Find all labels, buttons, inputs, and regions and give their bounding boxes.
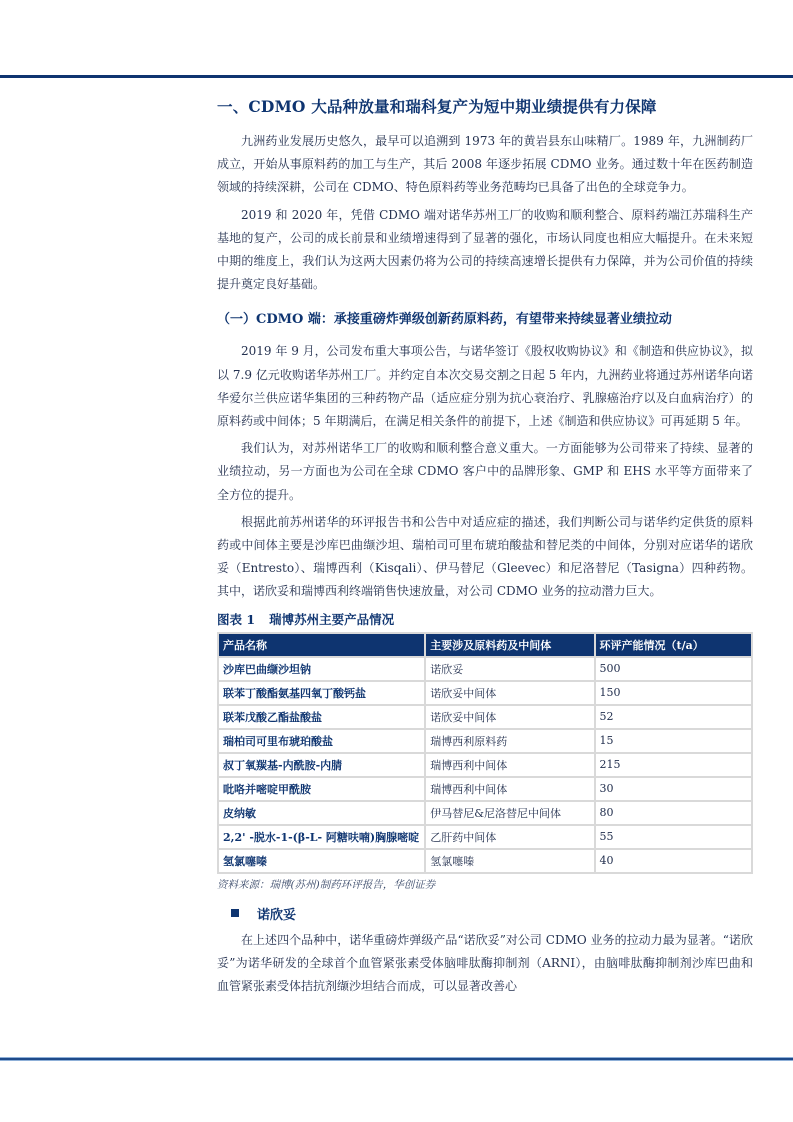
table-row [218, 657, 752, 681]
table-row [218, 801, 752, 825]
paragraph: 在上述四个品种中，诺华重磅炸弹级产品“诺欣妥”对公司 CDMO 业务的拉动力最为显著。“诺欣妥”为诺华研发的全球首个血管紧张素受体脑啡肽酶抑制剂（ARNI），由脑啡肽酶抑制剂沙库巴曲和血管紧张素受体拮抗剂缬沙坦结合而成，可以显著改善心 [217, 932, 753, 994]
capacity: 55 [595, 825, 753, 849]
related-drug: 诺欣妥中间体 [425, 681, 594, 705]
figure-title: 瑞博苏州主要产品情况 [269, 611, 395, 627]
table-row [218, 825, 752, 849]
capacity: 52 [595, 705, 753, 729]
paragraph: 我们认为，对苏州诺华工厂的收购和顺利整合意义重大。一方面能够为公司带来了持续、显著的业绩拉动，另一方面也为公司在全球 CDMO 客户中的品牌形象、GMP 和 EHS 水平等方面带来了全方位的提升。 [217, 441, 753, 502]
product-name: 皮纳敏 [218, 801, 425, 825]
related-drug: 氢氯噻嗪 [425, 849, 594, 873]
bullet-heading-text: 诺欣妥 [257, 907, 297, 923]
related-drug: 诺欣妥中间体 [425, 705, 594, 729]
table-row [218, 753, 752, 777]
product-name: 氢氯噻嗪 [218, 849, 425, 873]
product-name: 叔丁氧羰基-内酰胺-内腈 [218, 753, 425, 777]
related-drug: 瑞博西利原料药 [425, 729, 594, 753]
capacity: 150 [595, 681, 753, 705]
table-row [218, 705, 752, 729]
table-row [218, 777, 752, 801]
figure-caption [217, 610, 753, 628]
related-drug: 瑞博西利中间体 [425, 753, 594, 777]
table-source: 资料来源：瑞博(苏州)制药环评报告，华创证券 [217, 878, 436, 891]
subsection-title: （一）CDMO 端：承接重磅炸弹级创新药原料药，有望带来持续显著业绩拉动 [217, 312, 672, 328]
related-drug: 乙肝药中间体 [425, 825, 594, 849]
product-name: 沙库巴曲缬沙坦钠 [218, 657, 425, 681]
related-drug: 瑞博西利中间体 [425, 777, 594, 801]
table-row [218, 849, 752, 873]
section-title: 一、CDMO 大品种放量和瑞科复产为短中期业绩提供有力保障 [217, 97, 657, 116]
table-row [218, 729, 752, 753]
page-content [217, 96, 753, 1002]
product-table [217, 632, 753, 874]
capacity: 80 [595, 801, 753, 825]
product-name: 2,2' -脱水-1-(β-L- 阿糖呋喃)胸腺嘧啶 [218, 825, 425, 849]
related-drug: 诺欣妥 [425, 657, 594, 681]
column-header: 产品名称 [218, 633, 425, 657]
column-header: 环评产能情况（t/a） [595, 633, 753, 657]
column-header: 主要涉及原料药及中间体 [425, 633, 594, 657]
table-row [218, 681, 752, 705]
table-header-row [218, 633, 752, 657]
paragraph: 九洲药业发展历史悠久，最早可以追溯到 1973 年的黄岩县东山味精厂。1989 年，九洲制药厂成立，开始从事原料药的加工与生产，其后 2008 年逐步拓展 CDMO 业务。通过数十年在医药制造领域的持续深耕，公司在 CDMO、特色原料药等业务范畴均已具备了出色的全球竞争力。 [217, 134, 753, 195]
product-name: 联苯戊酸乙酯盐酸盐 [218, 705, 425, 729]
square-bullet-icon [231, 909, 239, 917]
paragraph: 2019 年 9 月，公司发布重大事项公告，与诺华签订《股权收购协议》和《制造和供应协议》，拟以 7.9 亿元收购诺华苏州工厂。并约定自本次交易交割之日起 5 年内，九洲药业将通过苏州诺华向诺华爱尔兰供应诺华集团的三种药物产品（适应症分别为抗心衰治疗、乳腺癌治疗以及白血病治疗）的原料药或中间体；5 年期满后，在满足相关条件的前提下，上述《制造和供应协议》可再延期 5 年。 [217, 344, 753, 429]
paragraph: 根据此前苏州诺华的环评报告书和公告中对适应症的描述，我们判断公司与诺华约定供货的原料药或中间体主要是沙库巴曲缬沙坦、瑞柏司可里布琥珀酸盐和替尼类的中间体，分别对应诺华的诺欣妥（Entresto）、瑞博西利（Kisqali）、伊马替尼（Gleevec）和尼洛替尼（Tasigna）四种药物。其中，诺欣妥和瑞博西利终端销售快速放量，对公司 CDMO 业务的拉动潜力巨大。 [217, 514, 753, 599]
capacity: 40 [595, 849, 753, 873]
capacity: 215 [595, 753, 753, 777]
figure-label: 图表 1 [217, 611, 256, 627]
related-drug: 伊马替尼&尼洛替尼中间体 [425, 801, 594, 825]
capacity: 500 [595, 657, 753, 681]
paragraph: 2019 和 2020 年，凭借 CDMO 端对诺华苏州工厂的收购和顺利整合、原料药端江苏瑞科生产基地的复产，公司的成长前景和业绩增速得到了显著的强化，市场认同度也相应大幅提升。在未来短中期的维度上，我们认为这两大因素仍将为公司的持续高速增长提供有力保障，并为公司价值的持续提升奠定良好基础。 [217, 207, 753, 292]
product-name: 吡咯并嘧啶甲酰胺 [218, 777, 425, 801]
footer-rule [0, 1057, 793, 1061]
bullet-heading [231, 904, 753, 923]
capacity: 15 [595, 729, 753, 753]
product-name: 联苯丁酸酯氨基四氧丁酸钙盐 [218, 681, 425, 705]
product-name: 瑞柏司可里布琥珀酸盐 [218, 729, 425, 753]
header-rule [0, 75, 793, 78]
capacity: 30 [595, 777, 753, 801]
